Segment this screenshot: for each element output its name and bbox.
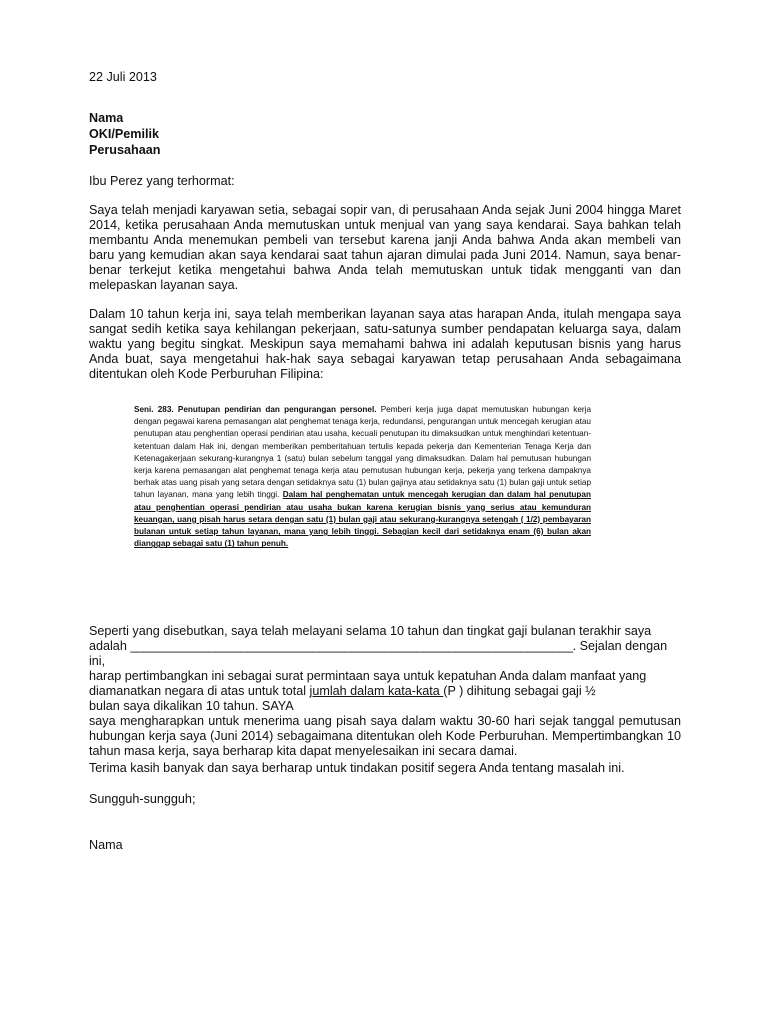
p3-line-5-end: dihitung sebagai gaji ½ (463, 684, 596, 698)
paragraph-1: Saya telah menjadi karyawan setia, sebagai sopir van, di perusahaan Anda sejak Juni 2004 hingga Maret 2014, ketika perusahaan Anda memutuskan untuk menjual van yang saya kendarai. Saya bahkan telah membantu Anda menemukan pembeli van tersebut karena janji Anda bahwa Anda akan membeli van baru yang kemudian akan saya kendarai saat tahun ajaran dimulai pada Juni 2014. Namun, saya benar-benar terkejut ketika mengetahui bahwa Anda telah memutuskan untuk tidak mengganti van dan melepaskan layanan saya. (89, 203, 681, 292)
p3-line-3: ini, (89, 654, 106, 668)
signature-name: Nama (89, 838, 123, 852)
recipient-name: Nama (89, 111, 124, 125)
salary-blank: ____________________________________________________________________ (130, 639, 573, 653)
recipient-company: Perusahaan (89, 143, 161, 157)
p3-line-5 (89, 684, 681, 699)
p3-line-2-end: . Sejalan dengan (572, 639, 668, 653)
amount-in-words: jumlah dalam kata-kata (309, 684, 444, 698)
recipient-block (89, 111, 160, 159)
p3-line-2 (89, 639, 681, 654)
closing: Sungguh-sungguh; (89, 792, 196, 806)
recipient-title: OKI/Pemilik (89, 127, 159, 141)
p3-line-4: harap pertimbangkan ini sebagai surat permintaan saya untuk kepatuhan Anda dalam manfaat yang (89, 669, 647, 683)
letter-date: 22 Juli 2013 (89, 70, 157, 84)
quote-underlined-text: Dalam hal penghematan untuk mencegah kerugian dan dalam hal penutupan atau penghentian operasi pendirian atau usaha bukan karena kerugian bisnis yang serius atau kemunduran keuangan, uang pisah harus setara dengan satu (1) bulan gaji atau sekurang-kurangnya setengah ( 1/2) pembayaran bulanan untuk setiap tahun layanan, mana yang lebih tinggi. Sebagian kecil dari setidaknya enam (6) bulan akan dianggap sebagai satu (1) tahun penuh. (134, 490, 591, 549)
p3-line-6: bulan saya dikalikan 10 tahun. SAYA (89, 699, 294, 713)
labor-code-quote (134, 404, 591, 550)
paragraph-2: Dalam 10 tahun kerja ini, saya telah memberikan layanan saya atas harapan Anda, itulah mengapa saya sangat sedih ketika saya kehilangan pekerjaan, satu-satunya sumber pendapatan keluarga saya, dalam waktu yang begitu singkat. Meskipun saya memahami bahwa ini adalah keputusan bisnis yang harus Anda buat, saya mengetahui hak-hak saya sebagai karyawan tetap perusahaan Anda sebagaimana ditentukan oleh Kode Perburuhan Filipina: (89, 307, 681, 381)
paragraph-3 (89, 624, 681, 759)
p3-line-2-start: adalah (89, 639, 127, 653)
p3-line-5-start: diamanatkan negara di atas untuk total (89, 684, 307, 698)
salutation: Ibu Perez yang terhormat: (89, 174, 235, 188)
quote-text: Pemberi kerja juga dapat memutuskan hubungan kerja dengan pegawai karena pemasangan alat penghemat tenaga kerja, redundansi, pengurangan untuk mencegah kerugian atau penutupan atau penghentian operasi pendirian atau usaha, kecuali penutupan itu dimaksudkan untuk menghindari ketentuan-ketentuan dalam Hak ini, dengan memberikan pemberitahuan tertulis kepada pekerja dan Kementerian Tenaga Kerja dan Ketenagakerjaan sekurang-kurangnya 1 (satu) bulan sebelum tanggal yang dimaksudkan. Dalam hal pemutusan hubungan kerja karena pemasangan alat penghemat tenaga kerja atau pemutusan hubungan kerja, pekerja yang terkena dampaknya berhak atas uang pisah yang setara dengan setidaknya satu (1) bulan gajinya atau setidaknya satu (1) bulan gaji untuk setiap tahun layanan, mana yang lebih tinggi. (134, 405, 592, 500)
p3-line-1: Seperti yang disebutkan, saya telah melayani selama 10 tahun dan tingkat gaji bulanan terakhir saya (89, 624, 652, 638)
quote-title: Seni. 283. Penutupan pendirian dan pengurangan personel. (134, 405, 377, 414)
p3-line-7: saya mengharapkan untuk menerima uang pisah saya dalam waktu 30-60 hari sejak tanggal pemutusan hubungan kerja saya (Juni 2014) sebagaimana ditentukan oleh Kode Perburuhan. Mempertimbangkan 10 tahun masa kerja, saya berharap kita dapat menyelesaikan ini secara damai. (89, 714, 681, 758)
amount-peso: (P ) (443, 684, 464, 698)
paragraph-4: Terima kasih banyak dan saya berharap untuk tindakan positif segera Anda tentang masalah ini. (89, 761, 625, 775)
